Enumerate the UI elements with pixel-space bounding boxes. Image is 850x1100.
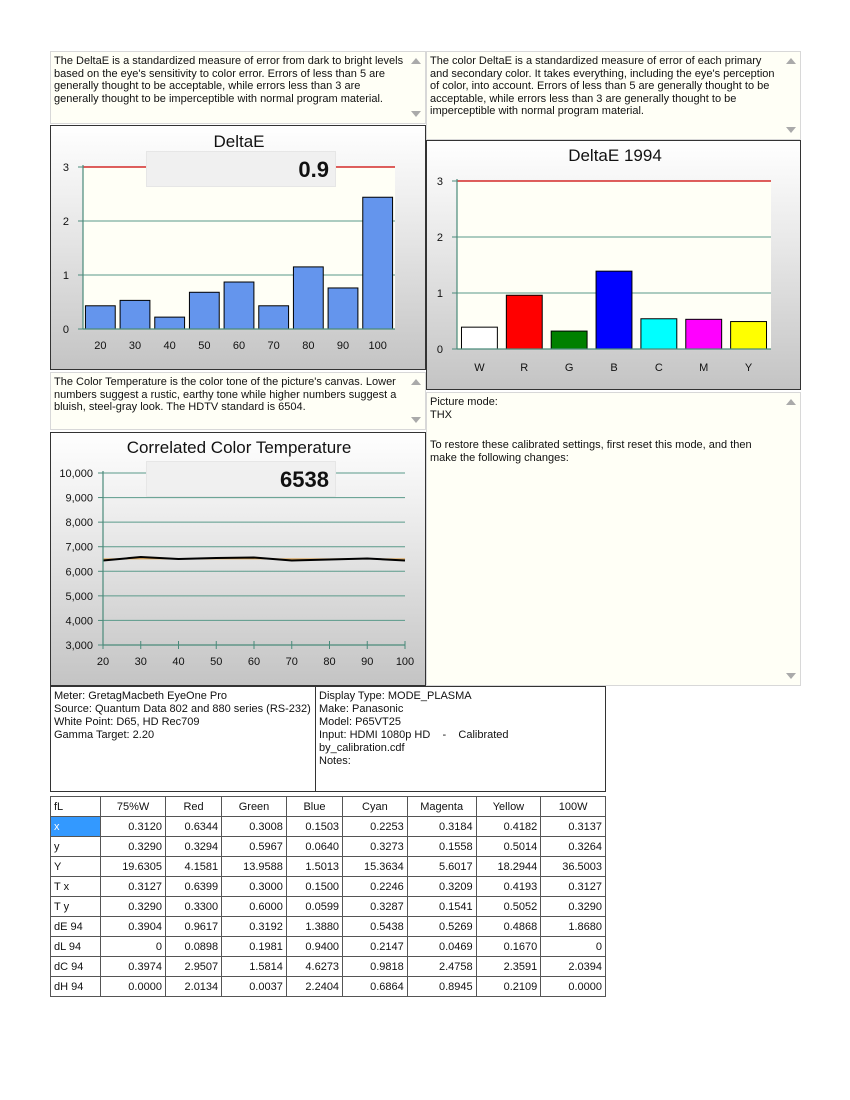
table-row[interactable] [51,957,606,977]
column-header[interactable]: Yellow [476,797,541,817]
x-tick-label: 100 [368,340,387,352]
column-header[interactable]: Cyan [343,797,408,817]
bar-G [551,331,587,349]
table-cell: 0.3184 [407,817,476,837]
x-tick-label: 50 [210,656,223,668]
input-line: Input: HDMI 1080p HD - Calibrated [319,729,509,741]
table-cell: 0.2253 [343,817,408,837]
y-tick-label: 3 [436,176,443,188]
row-label[interactable]: x [51,817,101,837]
table-cell: 18.2944 [476,857,541,877]
column-header[interactable]: Blue [286,797,342,817]
x-tick-label: G [564,362,574,374]
x-tick-label: 100 [395,656,415,668]
table-cell: 2.4758 [407,957,476,977]
chart-title: Correlated Color Temperature [126,438,352,457]
row-label[interactable]: y [51,837,101,857]
x-tick-label: 90 [361,656,374,668]
x-tick-label: 20 [94,340,107,352]
table-cell: 0.1500 [286,877,342,897]
table-cell: 0.3008 [222,817,287,837]
table-cell: 0.3000 [222,877,287,897]
deltae-1994-chart-svg [427,141,802,391]
x-tick-label: 80 [302,340,315,352]
x-tick-label: 90 [336,340,350,352]
table-cell: 0.3974 [101,957,166,977]
table-row[interactable] [51,837,606,857]
x-tick-label: B [610,362,618,374]
row-label[interactable]: dC 94 [51,957,101,977]
y-tick-label: 0 [436,344,443,356]
deltae-average-value: 0.9 [146,151,336,187]
row-label[interactable]: T x [51,877,101,897]
table-cell: 0.3294 [165,837,221,857]
table-cell: 0.3127 [101,877,166,897]
y-tick-label: 10,000 [59,468,93,480]
deltae-description-text: The DeltaE is a standardized measure of error from dark to bright levels based on the eye's sensitivity to color error. Errors of less than 5 are generally thought to be acceptable, while errors less than 3 are generally thought to be imperceptible with normal program material. [54,55,404,105]
bar-C [641,319,677,349]
y-tick-label: 4,000 [65,615,93,628]
table-cell: 4.1581 [165,857,221,877]
table-cell: 0.5014 [476,837,541,857]
table-cell: 0.3300 [165,897,221,917]
table-cell: 0 [101,937,166,957]
table-cell: 0.8945 [407,977,476,997]
bar-B [596,271,632,349]
picture-mode-label: Picture mode: [430,396,498,408]
table-cell: 5.6017 [407,857,476,877]
bar-Y [731,322,767,349]
color-deltae-description-text: The color DeltaE is a standardized measure of error of each primary and secondary color. It takes everything, including the eye's perception of color, into account. Errors of less than 5 are generally thought to be acceptable, while errors less than 3 are generally thought to be imperceptible with normal program material. [430,55,775,117]
table-row[interactable] [51,857,606,877]
measurement-table-wrap [50,796,606,997]
display-info [315,686,606,792]
table-cell: 13.9588 [222,857,287,877]
x-tick-label: M [699,362,709,374]
table-row[interactable] [51,897,606,917]
x-tick-label: 70 [267,340,280,352]
restore-instructions: To restore these calibrated settings, first reset this mode, and then make the following changes: [430,439,752,464]
table-cell: 0.6399 [165,877,221,897]
table-cell: 2.9507 [165,957,221,977]
row-label[interactable]: dH 94 [51,977,101,997]
bar-90 [328,288,358,329]
table-cell: 0.1503 [286,817,342,837]
make-line: Make: Panasonic [319,703,404,715]
y-tick-label: 1 [436,288,443,300]
table-cell: 1.5814 [222,957,287,977]
color-temp-description-text: The Color Temperature is the color tone of the picture's canvas. Lower numbers suggest a rustic, earthy tone while higher numbers suggest a bluish, steel-gray look. The HDTV standard is 6504. [54,376,397,413]
y-tick-label: 8,000 [65,517,93,530]
table-cell: 2.2404 [286,977,342,997]
table-cell: 4.6273 [286,957,342,977]
meter-line: Meter: GretagMacbeth EyeOne Pro [54,690,228,702]
x-tick-label: 20 [96,656,110,668]
table-cell: 0.6344 [165,817,221,837]
scroll-down-icon[interactable] [786,127,796,133]
table-cell: 0.3209 [407,877,476,897]
deltae-1994-chart [426,140,801,390]
table-cell: 0.3290 [101,897,166,917]
table-cell: 0.5967 [222,837,287,857]
bar-R [506,295,542,349]
model-line: Model: P65VT25 [319,716,401,728]
x-tick-label: 60 [232,340,246,352]
x-tick-label: 30 [134,656,147,668]
column-header[interactable]: 100W [541,797,606,817]
scroll-down-icon[interactable] [786,673,796,679]
bar-W [461,327,497,349]
table-cell: 36.5003 [541,857,606,877]
table-cell: 0.6864 [343,977,408,997]
table-cell: 0.9617 [165,917,221,937]
table-cell: 0.2246 [343,877,408,897]
source-line: Source: Quantum Data 802 and 880 series (RS-232) [54,703,311,715]
table-corner-header: fL [51,797,101,817]
table-cell: 2.3591 [476,957,541,977]
y-tick-label: 3 [62,162,69,174]
deltae-chart [50,125,426,370]
x-tick-label: R [520,362,529,374]
row-label[interactable]: dL 94 [51,937,101,957]
measurement-table [50,796,606,997]
x-tick-label: 70 [285,656,298,668]
table-cell: 0.0000 [541,977,606,997]
table-cell: 0.4182 [476,817,541,837]
x-tick-label: W [474,362,485,374]
meter-info [50,686,316,792]
picture-mode-value: THX [430,408,452,421]
x-tick-label: 30 [128,340,142,352]
x-tick-label: 40 [172,656,185,668]
notes-line: Notes: [319,755,351,767]
table-cell: 0.0898 [165,937,221,957]
y-tick-label: 2 [436,232,443,244]
bar-30 [120,300,150,329]
table-cell: 0.0599 [286,897,342,917]
color-temp-description [50,372,426,430]
table-cell: 0.3120 [101,817,166,837]
column-header[interactable]: 75%W [101,797,166,817]
bar-20 [85,306,115,329]
y-tick-label: 9,000 [65,492,93,505]
column-header[interactable]: Green [222,797,287,817]
table-cell: 0.1670 [476,937,541,957]
table-header-row [51,797,606,817]
table-cell: 1.8680 [541,917,606,937]
gamma-target-line: Gamma Target: 2.20 [54,729,155,741]
white-point-line: White Point: D65, HD Rec709 [54,716,200,728]
deltae-description [50,51,426,124]
x-tick-label: 50 [198,340,211,352]
color-temperature-chart [50,432,426,686]
table-cell: 0.2109 [476,977,541,997]
table-cell: 0.0469 [407,937,476,957]
row-label[interactable]: Y [51,857,101,877]
table-cell: 0.1981 [222,937,287,957]
y-tick-label: 6,000 [65,566,93,579]
picture-mode-panel [426,392,801,686]
table-cell: 0.1558 [407,837,476,857]
y-tick-label: 5,000 [65,590,93,603]
y-tick-label: 0 [62,324,69,336]
table-cell: 0.5269 [407,917,476,937]
scroll-up-icon[interactable] [786,58,796,64]
table-cell: 2.0134 [165,977,221,997]
table-cell: 0.0037 [222,977,287,997]
table-cell: 0.3264 [541,837,606,857]
table-cell: 0.0640 [286,837,342,857]
y-tick-label: 3,000 [65,640,93,652]
table-row[interactable] [51,877,606,897]
x-tick-label: C [654,362,663,374]
scroll-down-icon[interactable] [411,417,421,423]
table-row[interactable] [51,817,606,837]
bar-100 [363,197,393,329]
table-cell: 0.3127 [541,877,606,897]
table-cell: 0.3290 [541,897,606,917]
table-cell: 15.3634 [343,857,408,877]
y-tick-label: 7,000 [65,541,93,554]
cct-average-value: 6538 [146,461,336,497]
table-cell: 0.3137 [541,817,606,837]
y-tick-label: 1 [62,270,69,282]
color-deltae-description [426,51,801,140]
table-cell: 0.0000 [101,977,166,997]
x-tick-label: 80 [323,656,336,668]
table-cell: 0.5438 [343,917,408,937]
table-cell: 0.9818 [343,957,408,977]
table-cell: 0.2147 [343,937,408,957]
scroll-up-icon[interactable] [411,58,421,64]
table-cell: 0.6000 [222,897,287,917]
x-tick-label: 40 [163,340,176,352]
table-body [51,817,606,997]
table-cell: 0.3290 [101,837,166,857]
display-type-line: Display Type: MODE_PLASMA [319,690,472,702]
chart-title: DeltaE [213,132,265,151]
scroll-down-icon[interactable] [411,111,421,117]
bar-M [686,319,722,349]
x-tick-label: Y [744,362,753,374]
table-cell: 2.0394 [541,957,606,977]
table-row[interactable] [51,977,606,997]
table-cell: 0.4193 [476,877,541,897]
table-cell: 0.9400 [286,937,342,957]
chart-title: DeltaE 1994 [568,146,662,165]
table-cell: 0.5052 [476,897,541,917]
table-cell: 0 [541,937,606,957]
column-header[interactable]: Magenta [407,797,476,817]
row-label[interactable]: dE 94 [51,917,101,937]
table-cell: 0.3904 [101,917,166,937]
table-cell: 0.3287 [343,897,408,917]
bar-40 [155,317,185,329]
bar-80 [293,267,323,329]
table-cell: 0.4868 [476,917,541,937]
y-tick-label: 2 [62,216,69,228]
scroll-up-icon[interactable] [786,399,796,405]
bar-70 [259,306,289,329]
table-row[interactable] [51,917,606,937]
table-cell: 0.1541 [407,897,476,917]
table-row[interactable] [51,937,606,957]
table-cell: 0.3192 [222,917,287,937]
table-cell: 1.5013 [286,857,342,877]
scroll-up-icon[interactable] [411,379,421,385]
row-label[interactable]: T y [51,897,101,917]
x-tick-label: 60 [247,656,261,668]
column-header[interactable]: Red [165,797,221,817]
bar-50 [189,292,219,329]
calibration-file-line: by_calibration.cdf [319,742,405,754]
table-cell: 19.6305 [101,857,166,877]
table-cell: 0.3273 [343,837,408,857]
table-cell: 1.3880 [286,917,342,937]
bar-60 [224,282,254,329]
